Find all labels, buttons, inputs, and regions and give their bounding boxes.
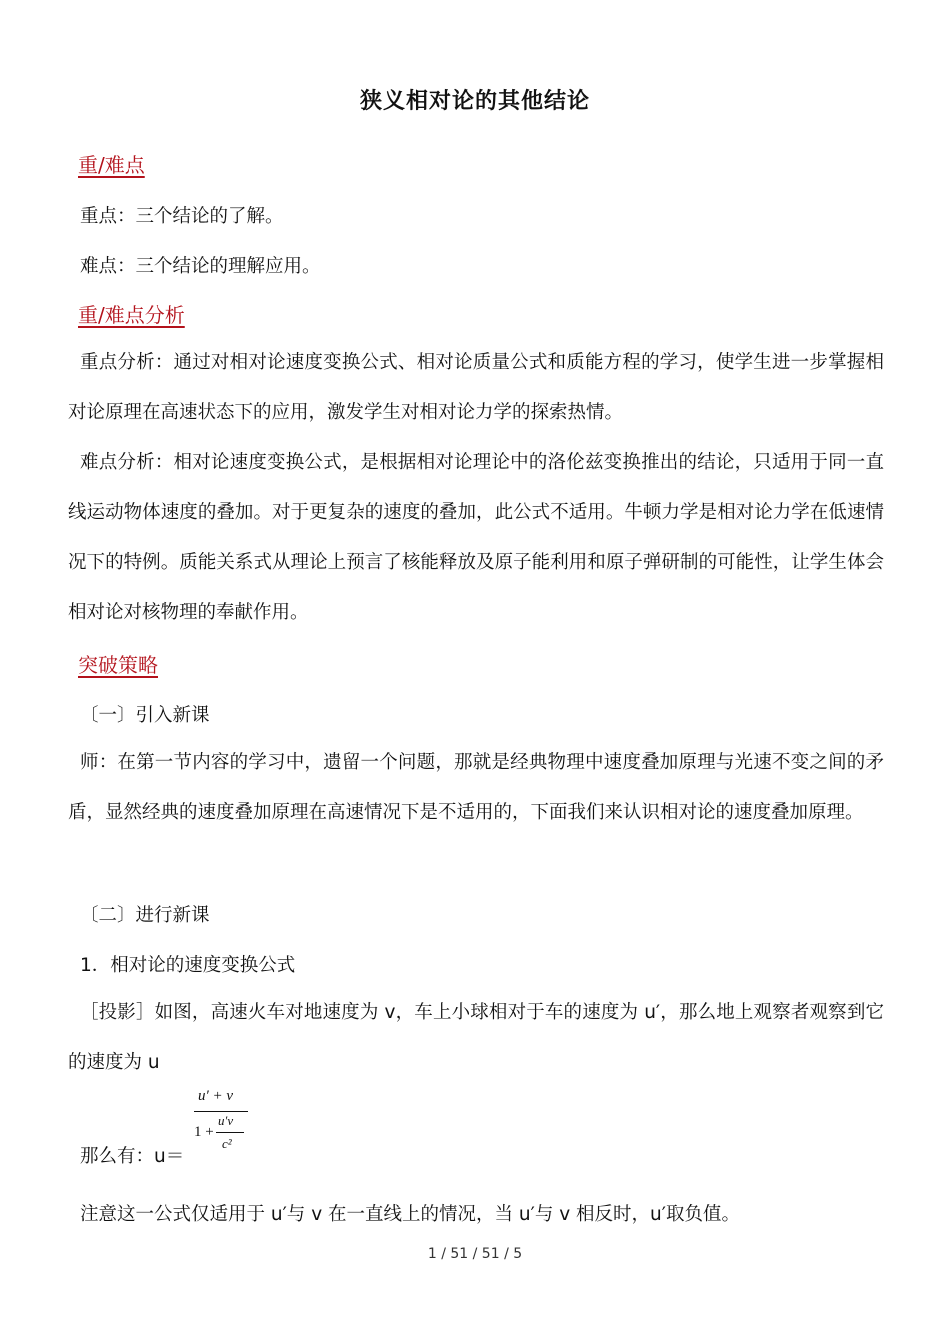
- formula-fraction-bar: [194, 1111, 248, 1112]
- projection-text: ［投影］如图，高速火车对地速度为 v，车上小球相对于车的速度为 u′，那么地上观察者观察到它的速度为 u: [68, 1002, 884, 1073]
- item-1-label: 1．相对论的速度变换公式: [80, 955, 296, 976]
- note-line: 注意这一公式仅适用于 u′与 v 在一直线上的情况，当 u′与 v 相反时，u′取负值。: [80, 1204, 740, 1225]
- focus-line: 重点：三个结论的了解。: [80, 206, 284, 227]
- difficulty-analysis-text: 难点分析：相对论速度变换公式，是根据相对论理论中的洛伦兹变换推出的结论，只适用于同一直线运动物体速度的叠加。对于更复杂的速度的叠加，此公式不适用。牛顿力学是相对论力学在低速情况下的特例。质能关系式从理论上预言了核能释放及原子能利用和原子弹研制的可能性，让学生体会相对论对核物理的奉献作用。: [68, 452, 884, 623]
- formula-sub-denominator: c²: [222, 1136, 232, 1151]
- page-title: 狭义相对论的其他结论: [359, 89, 590, 114]
- step-2-label: 〔二〕进行新课: [80, 905, 210, 926]
- formula-prefix: 那么有：u＝: [80, 1146, 185, 1167]
- section-heading-strategy: 突破策略: [78, 653, 158, 677]
- section-heading-key-points: 重/难点: [78, 153, 145, 177]
- difficulty-line: 难点：三个结论的理解应用。: [80, 256, 321, 277]
- page-footer: 1 / 51 / 51 / 5: [427, 1246, 523, 1262]
- projection-paragraph: [68, 988, 884, 1088]
- teacher-text: 师：在第一节内容的学习中，遗留一个问题，那就是经典物理中速度叠加原理与光速不变之间的矛盾，显然经典的速度叠加原理在高速情况下是不适用的，下面我们来认识相对论的速度叠加原理。: [68, 752, 884, 823]
- section-heading-analysis: 重/难点分析: [78, 303, 185, 327]
- formula-sub-fraction-bar: [216, 1132, 244, 1133]
- teacher-paragraph: [68, 738, 884, 838]
- formula-sub-numerator: u′v: [218, 1113, 234, 1128]
- velocity-formula: [190, 1084, 260, 1162]
- difficulty-analysis-paragraph: [68, 438, 884, 638]
- formula-one-plus: 1 +: [194, 1124, 214, 1140]
- focus-analysis-paragraph: [68, 338, 884, 438]
- focus-analysis-text: 重点分析：通过对相对论速度变换公式、相对论质量公式和质能方程的学习，使学生进一步掌握相对论原理在高速状态下的应用，激发学生对相对论力学的探索热情。: [68, 352, 884, 423]
- formula-numerator: u′ + v: [198, 1088, 234, 1104]
- step-1-label: 〔一〕引入新课: [80, 705, 210, 726]
